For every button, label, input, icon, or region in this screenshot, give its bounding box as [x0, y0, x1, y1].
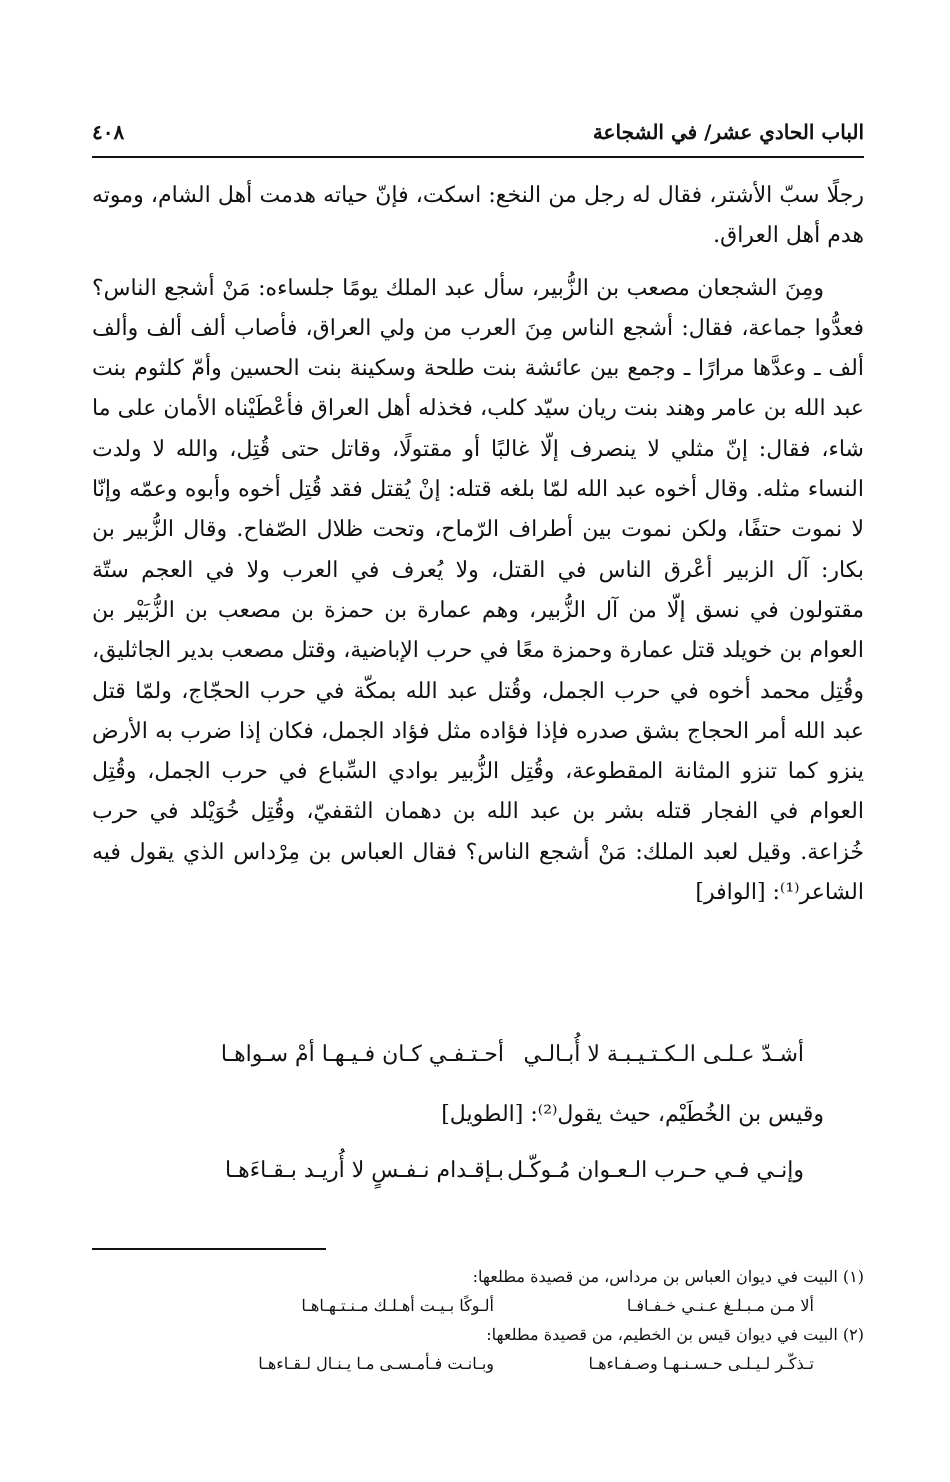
footnote-text: (١) البيت في ديوان العباس بن مرداس، من قصيدة مطلعها: [472, 1267, 864, 1286]
book-page [92, 0, 864, 1482]
poetry-verse [92, 1042, 864, 1082]
footnote-verse-first: ألا مـن مـبـلـغ عـنـي خـفـافـا [626, 1296, 814, 1315]
footnote-1 [92, 1262, 864, 1291]
footnotes [92, 1262, 864, 1378]
verse-first-hemistich: وإنـي فـي حـرب الـعـوان مُـوكّـل [507, 1158, 804, 1183]
verse-first-hemistich: أشـدّ عـلـى الـكـتـيـبـة لا أُبـالـي [523, 1042, 804, 1067]
footnote-verse [92, 1291, 864, 1320]
verse-second-hemistich: بـإقـدام نـفـسٍ لا أُريـد بـقـاءَهـا [224, 1158, 504, 1183]
verse-intro: وقيس بن الخُطَيْم، حيث يقول⁽²⁾: [الطويل] [441, 1102, 824, 1127]
page-header [92, 116, 864, 152]
footnote-verse [92, 1349, 864, 1378]
footnote-verse-second: ألـوكًا بـيـت أهـلـك مـنـتـهـاهـا [301, 1296, 494, 1315]
running-title: الباب الحادي عشر/ في الشجاعة [592, 120, 864, 144]
paragraph: رجلًا سبّ الأشتر، فقال له رجل من النخع: اسكت، فإنّ حياته هدمت أهل الشام، وموته هدم أهل العراق. [92, 183, 864, 249]
footnote-rule [92, 1248, 326, 1250]
paragraph: ومِنَ الشجعان مصعب بن الزُّبير، سأل عبد الملك يومًا جلساءه: مَنْ أشجع الناس؟ فعدُّوا جماعة، فقال: أشجع الناس مِنَ العرب من ولي العراق، فأصاب ألف ألف وألف ألف ـ وعدَّها مرارًا ـ وجمع بين عائشة بنت طلحة وسكينة بنت الحسين وأمّ كلثوم بنت عبد الله بن عامر وهند بنت ريان سيّد كلب، فخذله أهل العراق فأعْطَيْناه الأمان على ما شاء، فقال: إنّ مثلي لا ينصرف إلّا غالبًا أو مقتولًا، وقاتل حتى قُتِل، والله لا ولدت النساء مثله. وقال أخوه عبد الله لمّا بلغه قتله: إنْ يُقتل فقد قُتِل أخوه وأبوه وعمّه وإنّا لا نموت حتفًا، ولكن نموت بين أطراف الرّماح، وتحت ظلال الصّفاح. وقال الزُّبير بن بكار: آل الزبير أعْرق الناس في القتل، ولا يُعرف في العرب ولا في العجم ستّة مقتولون في نسق إلّا من آل الزُّبير، وهم عمارة بن حمزة بن مصعب بن الزُّبَيْر بن العوام بن خويلد قتل عمارة وحمزة معًا في حرب الإباضية، وقتل مصعب بدير الجاثليق، وقُتِل محمد أخوه في حرب الجمل، وقُتل عبد الله بمكّة في حرب الحجّاج، ولمّا قتل عبد الله أمر الحجاج بشق صدره فإذا فؤاده مثل فؤاد الجمل، فكان إذا ضرب به الأرض ينزو كما تنزو المثانة المقطوعة، وقُتِل الزُّبير بوادي السِّباع في حرب الجمل، وقُتِل العوام في الفجار قتله بشر بن عبد الله بن دهمان الثقفيّ، وقُتِل خُوَيْلد في حرب خُزاعة. وقيل لعبد الملك: مَنْ أشجع الناس؟ فقال العباس بن مِرْداس الذي يقول فيه الشاعر⁽¹⁾: [الوافر] [92, 275, 865, 906]
footnote-verse-second: وبـانـت فـأمـسـى مـا يـنـال لـقـاءهـا [258, 1354, 494, 1373]
main-text [92, 176, 864, 913]
footnote-2 [92, 1320, 864, 1349]
header-rule [92, 156, 864, 158]
footnote-text: (٢) البيت في ديوان قيس بن الخطيم، من قصيدة مطلعها: [486, 1325, 864, 1344]
page-number: ٤٠٨ [92, 120, 125, 144]
poetry-verse [92, 1158, 864, 1198]
footnote-verse-first: تـذكّـر لـيـلـى حـسـنـهـا وصـفـاءهـا [588, 1354, 814, 1373]
verse-second-hemistich: أحـتـفـي كـان فـيـهـا أمْ سـواهـا [220, 1042, 504, 1067]
